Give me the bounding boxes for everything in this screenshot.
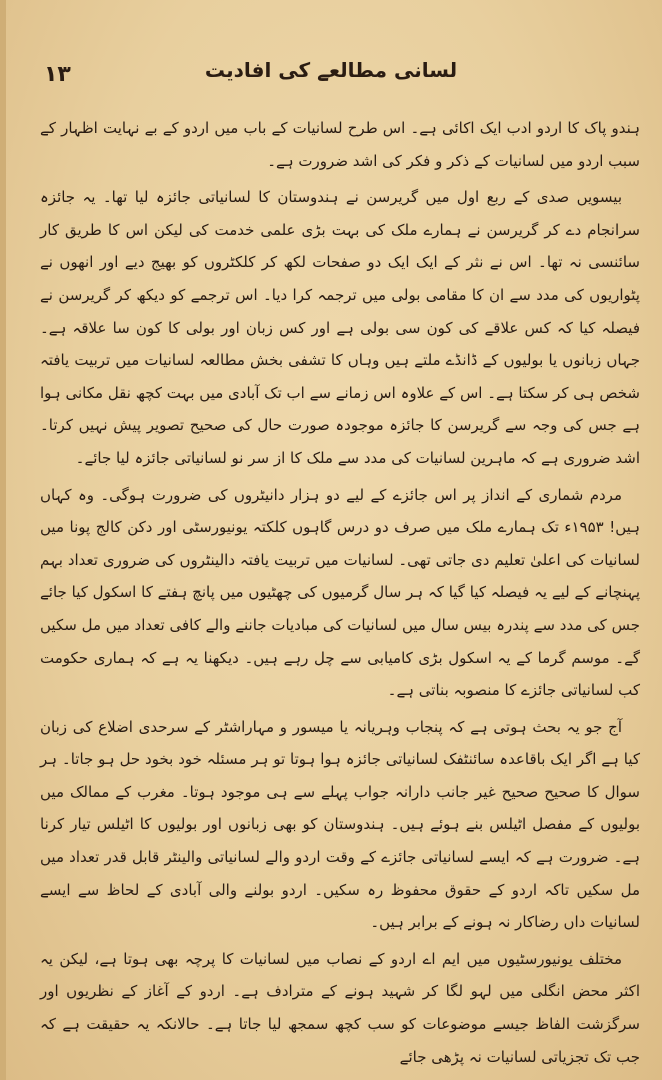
page-edge-shadow bbox=[0, 0, 6, 1080]
paragraph-3: مردم شماری کے انداز پر اس جائزے کے لیے دو ہزار دانیٹروں کی ضرورت ہوگی۔ وہ کہاں ہیں! ۱۹۵۳ء تک ہمارے ملک میں صرف دو درس گاہوں کلکتہ یونیورسٹی اور دکن کالج پونا میں لسانیات کی اعلیٰ تعلیم دی جاتی تھی۔ لسانیات میں تربیت یافتہ دالینٹروں کی ضروری تعداد بہم پہنچانے کے لیے یہ فیصلہ کیا گیا کہ ہر سال گرمیوں کی چھٹیوں میں پانچ ہفتے کا اسکول کیا جائے جس کی مدد سے پندرہ بیس سال میں لسانیات کی مبادیات جاننے والے کافی تعداد میں مل سکیں گے۔ موسم گرما کے یہ اسکول بڑی کامیابی سے چل رہے ہیں۔ دیکھنا یہ ہے کہ ہماری حکومت کب لسانیاتی جائزے کا منصوبہ بناتی ہے۔ bbox=[40, 485, 640, 700]
paragraph-4: آج جو یہ بحث ہوتی ہے کہ پنجاب وہریانہ یا میسور و مہاراشٹر کے سرحدی اضلاع کی زبان کیا ہے اگر ایک باقاعدہ سائنٹفک لسانیاتی جائزہ ہوا ہوتا تو ہر مسئلہ خود بخود حل ہو جاتا۔ ہر سوال کا صحیح صحیح غیر جانب دارانہ جواب پہلے سے ہی موجود ہوتا۔ مغرب کے ممالک میں بولیوں کے مفصل اٹیلس بنے ہوئے ہیں۔ ہندوستان کو بھی زبانوں اور بولیوں کا اٹیلس تیار کرنا ہے۔ ضرورت ہے کہ ایسے لسانیاتی جائزے کے وقت اردو والے لسانیاتی والینٹر قابل قدر تعداد میں مل سکیں تاکہ اردو کے حقوق محفوظ رہ سکیں۔ اردو بولنے والی آبادی کے لحاظ سے ایسے لسانیات داں رضاکار نہ ہونے کے برابر ہیں۔ bbox=[40, 717, 640, 932]
paragraph-2: بیسویں صدی کے ربع اول میں گریرسن نے ہندوستان کا لسانیاتی جائزہ لیا تھا۔ یہ جائزہ سرانجام دے کر گریرسن نے ہمارے ملک کی بہت بڑی علمی خدمت کی لیکن اس کا طریق کار سائنسی نہ تھا۔ اس نے نثر کے ایک ایک دو صفحات لکھ کر کلکٹروں کو بھیج دیے اور انھوں نے پٹواریوں کی مدد سے ان کا مقامی بولی میں ترجمہ کرا دیا۔ اس ترجمے کو دیکھ کر گریرسن نے فیصلہ کیا کہ کس علاقے کی کون سی بولی ہے اور کس زبان اور بولی کا کون سا علاقہ ہے۔ جہاں زبانوں یا بولیوں کے ڈانڈے ملتے ہیں وہاں کا تشفی بخش مطالعہ لسانیات میں تربیت یافتہ شخص ہی کر سکتا ہے۔ اس کے علاوہ اس زمانے سے اب تک آبادی میں بہت کچھ نقل مکانی ہوا ہے جس کی وجہ سے گریرسن کا جائزہ موجودہ صورت حال کی صحیح تصویر پیش نہیں کرتا۔ اشد ضروری ہے کہ ماہرین لسانیات کی مدد سے ملک کا از سر نو لسانیاتی جائزہ لیا جائے۔ bbox=[40, 188, 640, 467]
running-head: لسانی مطالعے کی افادیت bbox=[204, 58, 458, 82]
paragraph-1: ہندو پاک کا اردو ادب ایک اکائی ہے۔ اس طرح لسانیات کے باب میں اردو کے بے نہایت اظہار کے سبب اردو میں لسانیات کے ذکر و فکر کی اشد ضرورت ہے۔ bbox=[40, 119, 640, 170]
paragraph-5: مختلف یونیورسٹیوں میں ایم اے اردو کے نصاب میں لسانیات کا پرچہ بھی ہوتا ہے، لیکن یہ اکثر محض انگلی میں لہو لگا کر شہید ہونے کے مترادف ہے۔ اردو کے آغاز کے نظریوں اور سرگزشت الفاظ جیسے موضوعات کو سب کچھ سمجھ لیا جاتا ہے۔ حالانکہ یہ حقیقت ہے کہ جب تک تجزیاتی لسانیات نہ پڑھی جائے bbox=[40, 949, 640, 1066]
body-text bbox=[40, 112, 640, 1073]
page-number: ١٣ bbox=[44, 62, 71, 87]
